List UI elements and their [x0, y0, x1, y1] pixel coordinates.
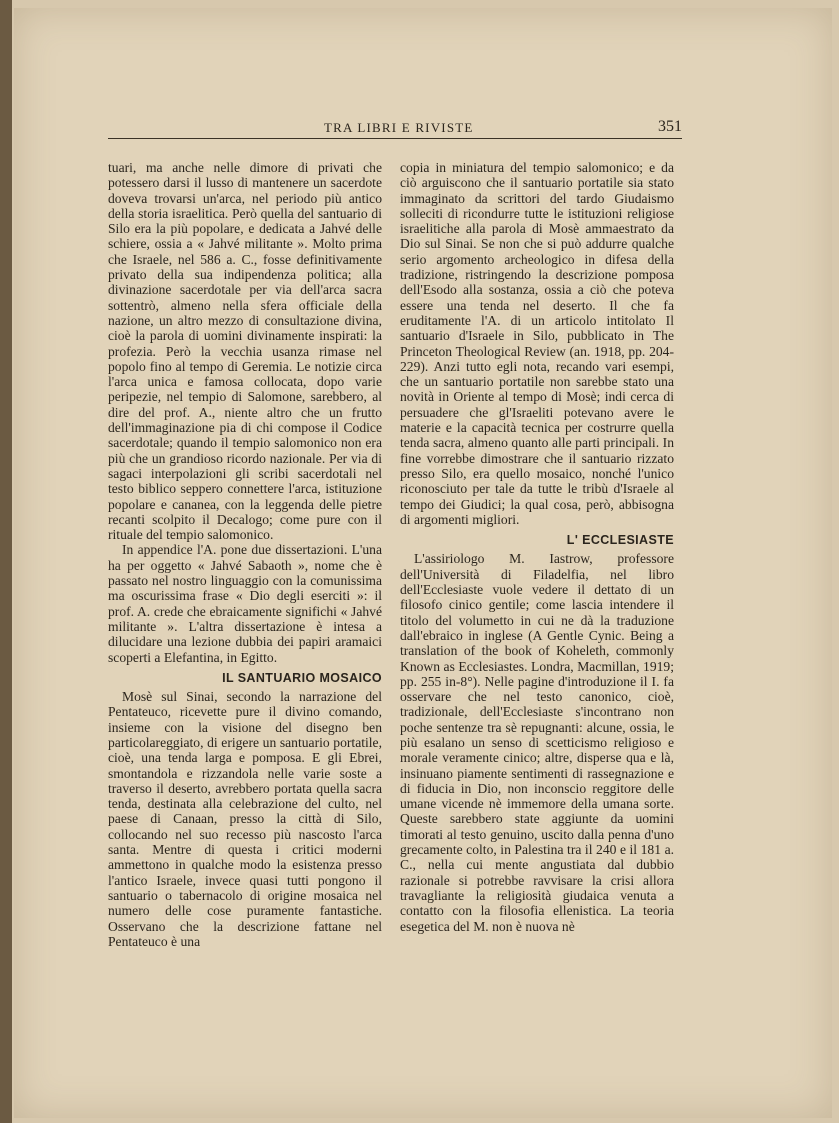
paragraph: Mosè sul Sinai, secondo la narrazione del Pentateuco, ricevette pure il divino comando, insieme con la visione del disegno ben particolareggiato, di erigere un santuario portatile, cioè, una tenda larga e pomposa. E gli Ebrei, smontandola e rizzandola nelle varie soste a traverso il deserto, avrebbero portata quella sacra tenda, destinata alla celebrazione del culto, nel paese di Canaan, presso la città di Silo, collocando nel suo recesso più nascosto l'arca santa. Mentre di questa i critici moderni ammettono in qualche modo la esistenza presso l'antico Israele, invece quasi tutti pongono il santuario o tabernacolo di origine mosaica nel numero delle cose puramente fantastiche. Osservano che la descrizione fattane nel Pentateuco è una — [108, 689, 382, 949]
paragraph: copia in miniatura del tempio salomonico; e da ciò arguiscono che il santuario portatile sia stato immaginato da scrittori del tardo Giudaismo solleciti di ricondurre tutte le istituzioni religiose israelitiche alla parola di Mosè ammaestrato da Dio sul Sinai. Se non che si può addurre qualche serio argomento archeologico in difesa della tradizione, ristringendo la descrizione pomposa dell'Esodo alla sostanza, ossia a ciò che poteva essere una tenda nel deserto. Il che fa eruditamente l'A. di un articolo intitolato Il santuario d'Israele in Silo, pubblicato in The Princeton Theological Review (an. 1918, pp. 204-229). Anzi tutto egli nota, recando vari esempi, che un santuario portatile non sarebbe stato una novità in Oriente al tempo di Mosè; indi cerca di persuadere che gl'Israeliti potevano avere le materie e la capacità tecnica per costrurre quella tenda sacra, almeno quanto alle parti principali. In fine vorrebbe dimostrare che il santuario rizzato presso Silo, era quello mosaico, nonché l'unico riconosciuto per tale da tutte le tribù d'Israele al tempo dei Giudici; la qual cosa, però, abbisogna di argomenti migliori. — [400, 160, 674, 527]
paragraph: L'assiriologo M. Iastrow, professore dell'Università di Filadelfia, nel libro dell'Ecclesiaste vuole vedere il dettato di un filosofo cinico gentile; come lascia intendere il titolo del volumetto in cui ne dà la traduzione dall'ebraico in inglese (A Gentle Cynic. Being a translation of the book of Koheleth, commonly Known as Ecclesiastes. Londra, Macmillan, 1919; pp. 255 in-8°). Nelle pagine d'introduzione il I. fa osservare che nel testo canonico, cioè, tradizionale, dell'Ecclesiaste s'incontrano non poche sentenze tra sè repugnanti: alcune, ossia, le più esalano un senso di scetticismo religioso e morale veramente cinico; altre, disperse qua e là, insinuano piamente sentimenti di rassegnazione e di fiducia in Dio, non inconscio reggitore delle umane vicende nè immemore della umana sorte. Queste sarebbero state aggiunte da uomini timorati al testo genuino, uscito dalla penna d'uno grecamente colto, in Palestina tra il 240 e il 181 a. C., nella cui mente angustiata dal dubbio razionale si potrebbe ravvisare la crisi allora travagliante la religiosità giudaica venuta a contatto con la filosofia ellenistica. La teoria esegetica del M. non è nuova nè — [400, 551, 674, 934]
right-column — [400, 160, 674, 934]
left-column — [108, 160, 382, 949]
running-title: TRA LIBRI E RIVISTE — [324, 120, 474, 135]
page-number: 351 — [658, 118, 682, 135]
paragraph: In appendice l'A. pone due dissertazioni. L'una ha per oggetto « Jahvé Sabaoth », nome che è passato nel nostro linguaggio con la comunissima ma oscurissima frase « Dio degli eserciti »: il prof. A. crede che ebraicamente significhi « Jahvé militante ». L'altra dissertazione è intesa a dilucidare una lezione dubbia dei papiri aramaici scoperti a Elefantina, in Egitto. — [108, 542, 382, 665]
section-heading: IL SANTUARIO MOSAICO — [222, 670, 382, 685]
paragraph: tuari, ma anche nelle dimore di privati che potessero darsi il lusso di mantenere un sacerdote doveva trovarsi un'arca, nel periodo più antico della storia israelitica. Però quella del santuario di Silo era la più popolare, e dedicata a Jahvé delle schiere, ossia a « Jahvé militante ». Molto prima che Israele, nel 586 a. C., fosse definitivamente privato della sua indipendenza politica; alla divinazione sacerdotale per via dell'arca sacra sottentrò, almeno nella sfera officiale della nazione, un altro mezzo di consultazione divina, cioè la parola di uomini divinamente inspirati: la profezia. Però la vecchia usanza rimase nel popolo fino al tempo di Geremia. Le notizie circa l'arca unica e famosa collocata, dopo varie peripezie, nel tempio di Salomone, sarebbero, al dire del prof. A., niente altro che un frutto dell'immaginazione pia di chi compose il Codice sacerdotale; quando il tempio salomonico non era più che un grandioso ricordo nazionale. Per via di sagaci interpolazioni gli scribi sacerdotali nel testo biblico seppero connettere l'arca, istituzione popolare e cananea, con la leggenda delle pietre recanti scolpito il Decalogo; come pure con il rituale del tempio salomonico. — [108, 160, 382, 543]
book-spine-edge — [0, 0, 12, 1123]
header-rule — [108, 138, 682, 139]
section-heading: L' ECCLESIASTE — [566, 533, 674, 548]
